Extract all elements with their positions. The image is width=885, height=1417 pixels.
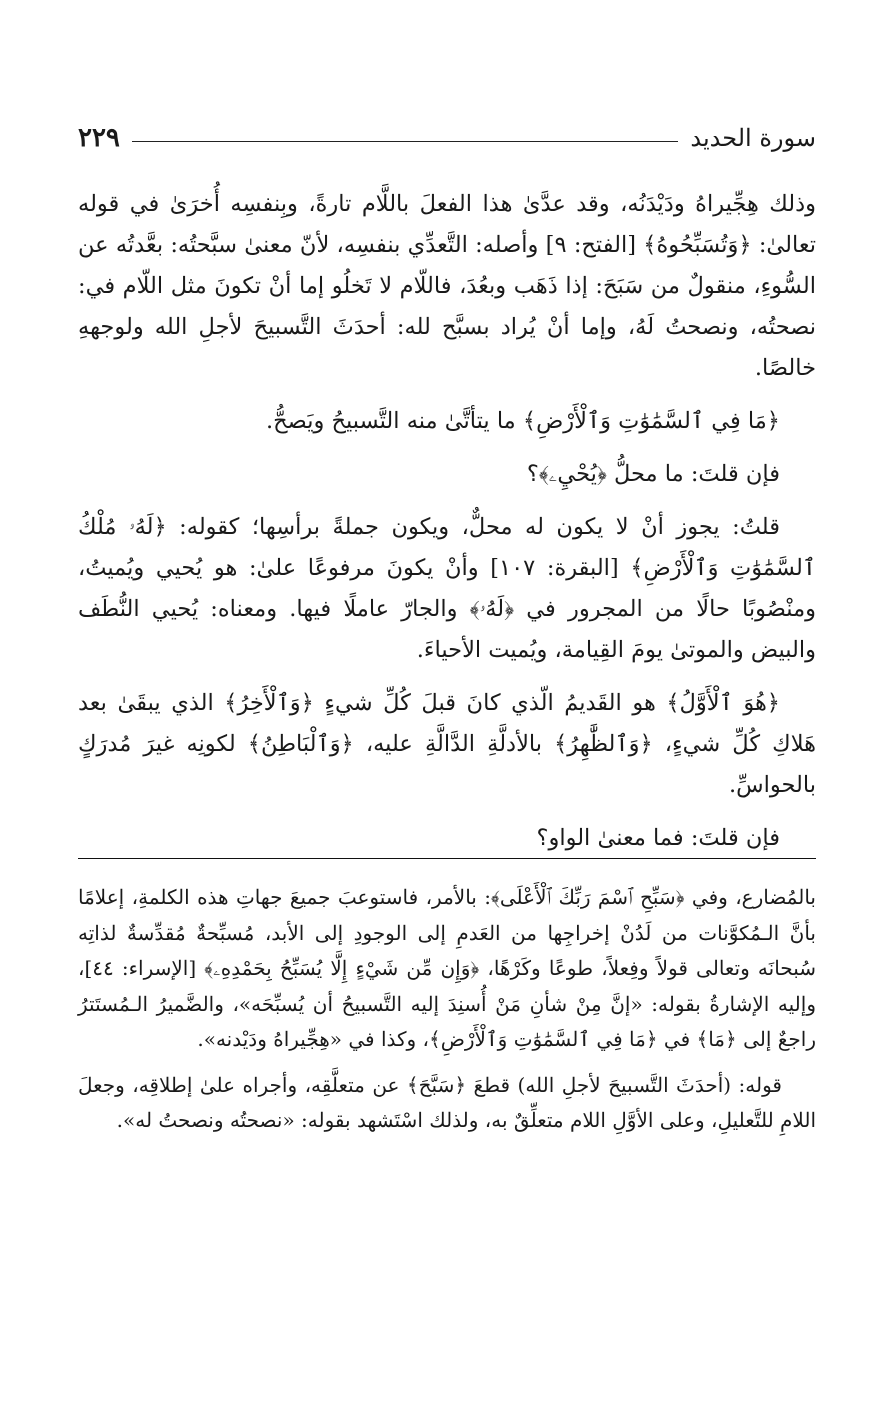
footnote-separator	[78, 858, 816, 859]
page-number: ٢٢٩	[78, 123, 120, 153]
surah-title: سورة الحديد	[690, 124, 816, 152]
main-paragraph: فإن قلتَ: فما معنىٰ الواو؟	[536, 825, 780, 851]
header-rule	[132, 141, 678, 142]
page-header	[78, 118, 816, 158]
note-paragraph: بالمُضارع، وفي ﴿سَبِّحِ ٱسْمَ رَبِّكَ ٱلْأَعْلَى﴾: بالأمر، فاستوعبَ جميعَ جهاتِ هذه الكلمةِ، إعلامًا بأنَّ الـمُكوَّنات من لَدُنْ إخراجِها من العَدمِ إلى الوجودِ إلى الأبد، مُسبِّحةٌ مُقدِّسةٌ لذاتِه سُبحانَه وتعالى قولاً وفِعلاً، طوعًا وكَرْهًا، ﴿وَإِن مِّن شَيْءٍ إِلَّا يُسَبِّحُ بِحَمْدِهِۦ﴾ [الإسراء: ٤٤]، وإليه الإشارةُ بقوله: «إنَّ مِنْ شأنِ مَنْ أُسنِدَ إليه التَّسبيحُ أن يُسبِّحَه»، والضَّميرُ الـمُستَترُ راجعٌ إلى ﴿مَا﴾ في ﴿مَا فِي ٱلسَّمَٰوَٰتِ وَٱلْأَرْضِ﴾، وكذا في «هِجِّيراهُ ودَيْدنه».	[78, 885, 816, 1051]
main-paragraph: وذلك هِجِّيراهُ ودَيْدَنُه، وقد عدَّىٰ هذا الفعلَ باللَّام تارةً، وبِنفسِه أُخرَىٰ في قوله تعالىٰ: ﴿وَتُسَبِّحُوهُ﴾ [الفتح: ٩] وأصله: التَّعدِّي بنفسِه، لأنّ معنىٰ سبَّحتُه: بعَّدتُه عن السُّوءِ، منقولٌ من سَبَحَ: إذا ذَهَب وبعُدَ، فاللّام لا تَخلُو إما أنْ تكونَ مثل اللّام في: نصحتُه، ونصحتُ لَهُ، وإما أنْ يُراد بسبَّح لله: أحدَثَ التَّسبيحَ لأجلِ الله ولوجههِ خالصًا.	[78, 191, 816, 381]
main-text	[78, 184, 816, 859]
note-paragraph: قوله: (أحدَثَ التَّسبيحَ لأجلِ الله) قطعَ ﴿سَبَّحَ﴾ عن متعلَّقِه، وأجراه علىٰ إطلاقِه، وجعلَ اللامِ للتَّعليلِ، وعلى الأوَّلِ اللام متعلِّقٌ به، ولذلك اسْتَشهد بقوله: «نصحتُه ونصحتُ له».	[78, 1072, 816, 1132]
main-paragraph: ﴿مَا فِي ٱلسَّمَٰوَٰتِ وَٱلْأَرْضِ﴾ ما يتأتَّىٰ منه التَّسبيحُ ويَصحُّ.	[266, 408, 780, 434]
commentary-notes	[78, 880, 816, 1149]
main-paragraph: قلتُ: يجوز أنْ لا يكون له محلٌّ، ويكون جملةً برأسِها؛ كقوله: ﴿لَهُۥ مُلْكُ ٱلسَّمَٰوَٰتِ وَٱلْأَرْضِ﴾ [البقرة: ١٠٧] وأنْ يكونَ مرفوعًا علىٰ: هو يُحيي ويُميتُ، ومنْصُوبًا حالًا من المجرور في ﴿لَهُۥ﴾ والجارّ عاملًا فيها. ومعناه: يُحيي النُّطَف والبيض والموتىٰ يومَ القِيامة، ويُميت الأحياءَ.	[78, 514, 816, 663]
main-paragraph: ﴿هُوَ ٱلْأَوَّلُ﴾ هو القَديمُ الّذي كانَ قبلَ كُلِّ شيءٍ ﴿وَٱلْأَخِرُ﴾ الذي يبقَىٰ بعد هَلاكِ كُلِّ شيءٍ، ﴿وَٱلظَّٰهِرُ﴾ بالأدلَّةِ الدَّالَّةِ عليه، ﴿وَٱلْبَاطِنُ﴾ لكونِه غيرَ مُدرَكٍ بالحواسِّ.	[78, 690, 816, 798]
main-paragraph: فإن قلتَ: ما محلُّ ﴿يُحْيِۦ﴾؟	[526, 461, 780, 487]
